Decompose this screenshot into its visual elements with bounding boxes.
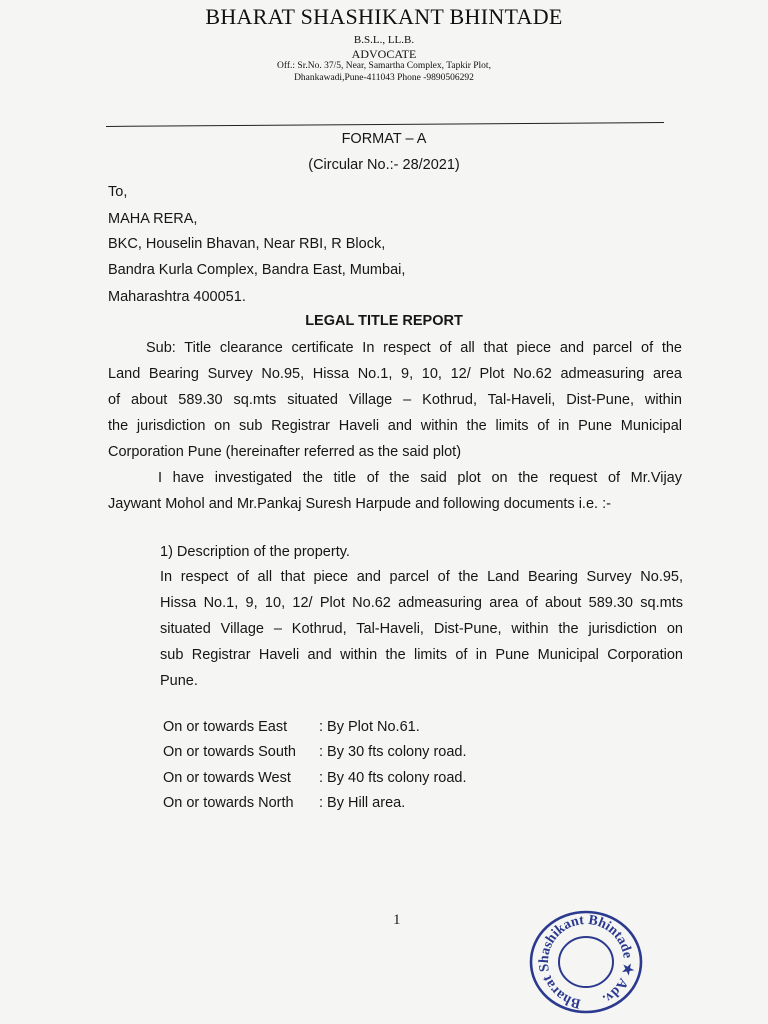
section1-line: In respect of all that piece and parcel of the Land Bearing Survey No.95, (160, 569, 683, 585)
boundary-direction: On or towards West (163, 770, 291, 786)
report-title: LEGAL TITLE REPORT (305, 313, 463, 329)
section1-line: Pune. (160, 673, 198, 689)
addressee-line3: Bandra Kurla Complex, Bandra East, Mumbai, (108, 262, 406, 278)
stamp-text-path: Bharat Shashikant Bhintade ★ Adv. (536, 912, 636, 1011)
subject-line: Land Bearing Survey No.95, Hissa No.1, 9, 10, 12/ Plot No.62 admeasuring area (108, 366, 682, 382)
subject-line: Corporation Pune (hereinafter referred as the said plot) (108, 444, 462, 460)
section1-paragraph (160, 564, 683, 694)
subject-line: the jurisdiction on sub Registrar Haveli and within the limits of in Pune Municipal (108, 418, 682, 434)
addressee-to: To, (108, 184, 128, 200)
circular-number: (Circular No.:- 28/2021) (308, 157, 460, 173)
letterhead-degrees: B.S.L., LL.B. (353, 34, 415, 46)
section1-heading: 1) Description of the property. (160, 544, 350, 560)
boundary-value: : By Plot No.61. (319, 719, 420, 735)
subject-paragraph (108, 335, 682, 465)
boundary-direction: On or towards South (163, 744, 296, 760)
subject-line: Sub: Title clearance certificate In respect of all that piece and parcel of the (146, 340, 682, 356)
advocate-stamp (526, 906, 646, 1016)
addressee-line1: MAHA RERA, (108, 211, 198, 227)
addressee-line4: Maharashtra 400051. (108, 289, 246, 305)
boundary-value: : By 30 fts colony road. (319, 744, 467, 760)
addressee-line2: BKC, Houselin Bhavan, Near RBI, R Block, (108, 236, 386, 252)
boundary-direction: On or towards East (163, 719, 288, 735)
letterhead-profession: ADVOCATE (351, 47, 417, 61)
subject-line: of about 589.30 sq.mts situated Village – Kothrud, Tal-Haveli, Dist-Pune, within (108, 392, 682, 408)
section1-line: Hissa No.1, 9, 10, 12/ Plot No.62 admeasuring area of about 589.30 sq.mts (160, 595, 683, 611)
page-number: 1 (393, 912, 401, 928)
letterhead-address-line1: Off.: Sr.No. 37/5, Near, Samartha Complex, Tapkir Plot, (277, 61, 491, 71)
boundary-value: : By 40 fts colony road. (319, 770, 467, 786)
letterhead-divider (106, 122, 664, 127)
letterhead-address-line2: Dhankawadi,Pune-411043 Phone -9890506292 (294, 73, 474, 83)
boundary-value: : By Hill area. (319, 795, 406, 811)
investigation-paragraph (108, 465, 682, 517)
boundary-direction: On or towards North (163, 795, 294, 811)
section1-line: sub Registrar Haveli and within the limits of in Pune Municipal Corporation (160, 647, 683, 663)
stamp-text (537, 913, 636, 1011)
section1-line: situated Village – Kothrud, Tal-Haveli, Dist-Pune, within the jurisdiction on (160, 621, 683, 637)
format-title: FORMAT – A (341, 131, 427, 147)
investigation-line: I have investigated the title of the said plot on the request of Mr.Vijay (158, 470, 682, 486)
investigation-line: Jaywant Mohol and Mr.Pankaj Suresh Harpude and following documents i.e. :- (108, 496, 611, 512)
letterhead-name: BHARAT SHASHIKANT BHINTADE (205, 4, 563, 29)
